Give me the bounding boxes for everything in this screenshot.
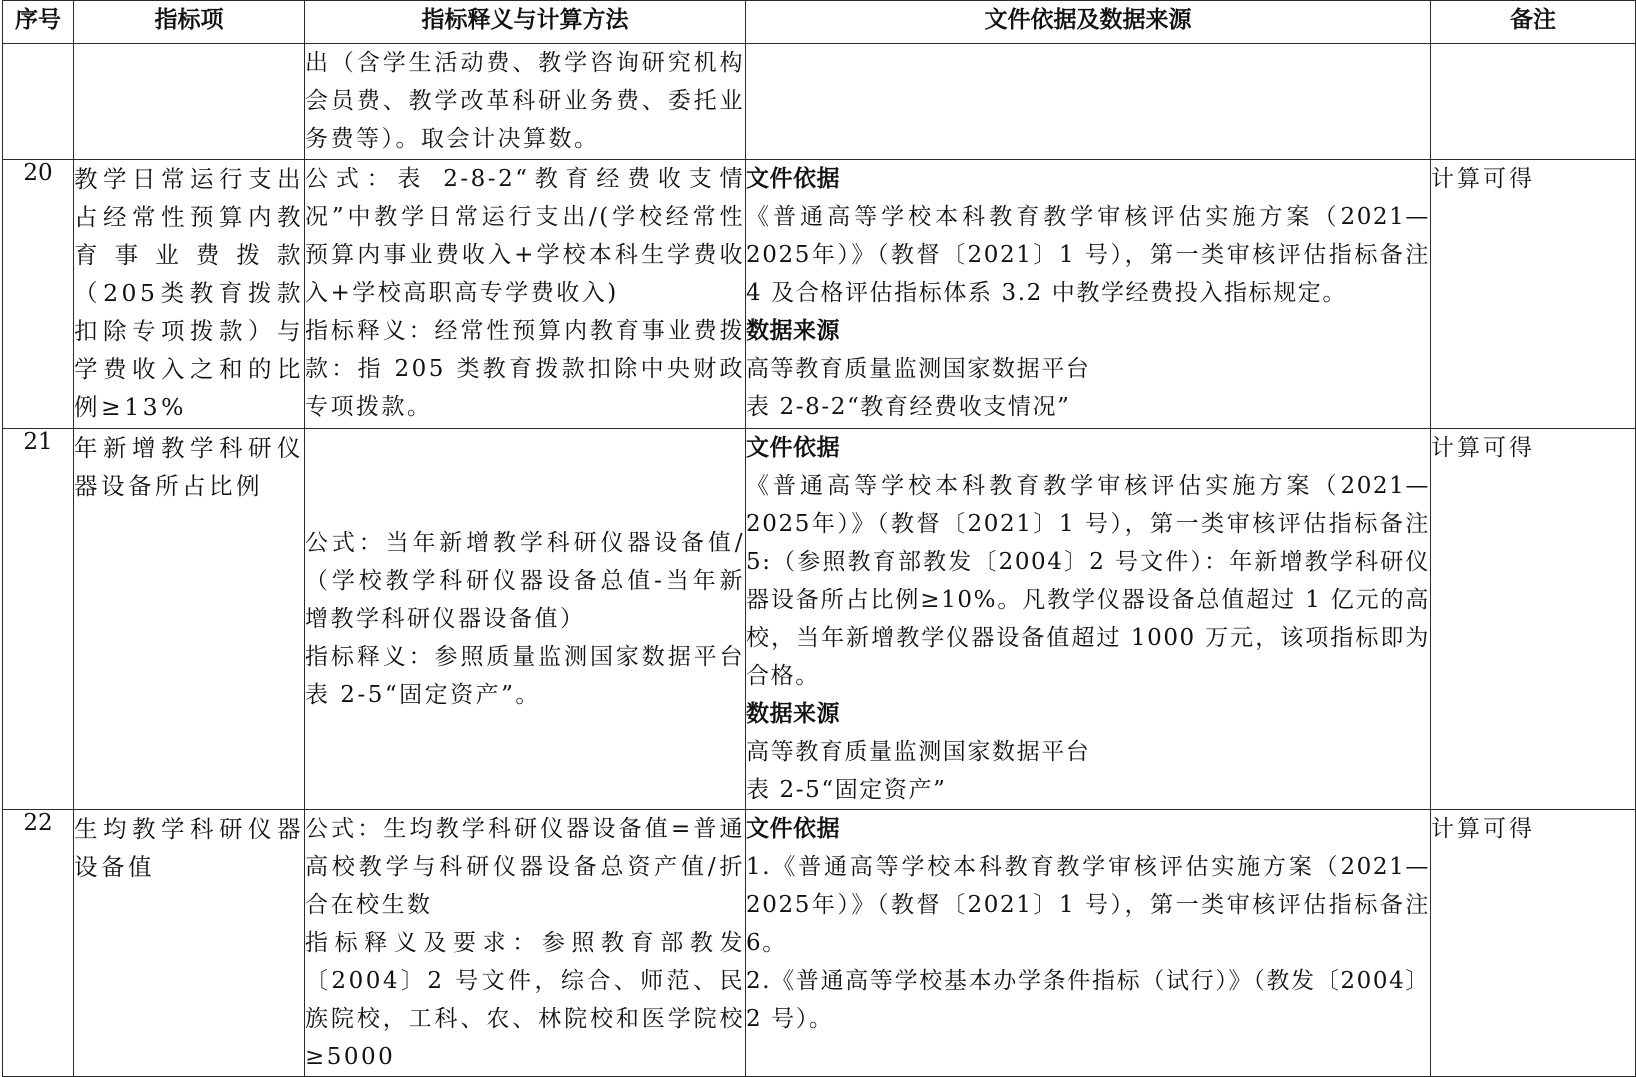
cell-note (1431, 44, 1636, 160)
method-formula: 公式：生均教学科研仪器设备值=普通高校教学与科研仪器设备总资产值/折合在校生数 (305, 816, 745, 918)
cell-note: 计算可得 (1431, 160, 1636, 429)
cell-method (305, 44, 746, 160)
basis-heading: 文件依据 (746, 166, 840, 192)
cell-serial: 22 (3, 810, 74, 1077)
method-definition: 指标释义及要求：参照教育部教发〔2004〕2 号文件，综合、师范、民族院校，工科、农、林院校和医学院校≥5000 (305, 930, 745, 1070)
method-definition: 指标释义：经常性预算内教育事业费拨款：指 205 类教育拨款扣除中央财政专项拨款。 (305, 318, 745, 420)
method-formula: 公式：表 2-8-2“教育经费收支情况”中教学日常运行支出/(学校经常性预算内事业费收入+学校本科生学费收入+学校高职高专学费收入) (305, 166, 745, 306)
basis-heading: 文件依据 (746, 435, 840, 461)
header-source: 文件依据及数据来源 (746, 1, 1431, 44)
cell-source (746, 429, 1431, 810)
cell-serial: 21 (3, 429, 74, 810)
cell-serial: 20 (3, 160, 74, 429)
method-text: 出（含学生活动费、教学咨询研究机构会员费、教学改革科研业务费、委托业务费等）。取会计决算数。 (305, 50, 745, 152)
indicator-table (2, 0, 1636, 1077)
table-row-continuation (3, 44, 1636, 160)
data-source-line: 高等教育质量监测国家数据平台 (746, 356, 1091, 382)
cell-indicator (74, 44, 305, 160)
basis-text: 《普通高等学校本科教育教学审核评估实施方案（2021—2025年）》（教督〔2021〕1 号），第一类审核评估指标备注 4 及合格评估指标体系 3.2 中教学经费投入指标规定。 (746, 204, 1430, 306)
method-definition: 指标释义：参照质量监测国家数据平台表 2-5“固定资产”。 (305, 644, 745, 708)
data-source-line: 高等教育质量监测国家数据平台 (746, 739, 1091, 765)
cell-source (746, 44, 1431, 160)
cell-source (746, 810, 1431, 1077)
header-indicator: 指标项 (74, 1, 305, 44)
table-row (3, 810, 1636, 1077)
cell-serial (3, 44, 74, 160)
header-method: 指标释义与计算方法 (305, 1, 746, 44)
data-source-heading: 数据来源 (746, 701, 840, 727)
table-row (3, 160, 1636, 429)
header-note: 备注 (1431, 1, 1636, 44)
cell-method (305, 810, 746, 1077)
method-formula: 公式：当年新增教学科研仪器设备值/（学校教学科研仪器设备总值-当年新增教学科研仪器设备值） (305, 530, 745, 632)
data-source-line: 表 2-8-2“教育经费收支情况” (746, 394, 1071, 420)
table-row (3, 429, 1636, 810)
basis-heading: 文件依据 (746, 816, 840, 842)
header-serial: 序号 (3, 1, 74, 44)
basis-line: 2.《普通高等学校基本办学条件指标（试行）》（教发〔2004〕2 号）。 (746, 968, 1430, 1032)
basis-text: 《普通高等学校本科教育教学审核评估实施方案（2021—2025年）》（教督〔2021〕1 号），第一类审核评估指标备注 5:（参照教育部教发〔2004〕2 号文件）：年新增教学科研仪器设备所占比例≥10%。凡教学仪器设备总值超过 1 亿元的高校，当年新增教学仪器设备值超过 1000 万元，该项指标即为合格。 (746, 473, 1430, 689)
cell-indicator: 年新增教学科研仪器设备所占比例 (74, 429, 305, 810)
cell-method (305, 160, 746, 429)
cell-source (746, 160, 1431, 429)
cell-note: 计算可得 (1431, 810, 1636, 1077)
cell-note: 计算可得 (1431, 429, 1636, 810)
basis-line: 1.《普通高等学校本科教育教学审核评估实施方案（2021—2025年）》（教督〔2021〕1 号），第一类审核评估指标备注 6。 (746, 854, 1430, 956)
cell-method (305, 429, 746, 810)
data-source-heading: 数据来源 (746, 318, 840, 344)
cell-indicator: 教学日常运行支出占经常性预算内教育事业费拨款（205类教育拨款扣除专项拨款）与学费收入之和的比例≥13% (74, 160, 305, 429)
data-source-line: 表 2-5“固定资产” (746, 777, 947, 803)
cell-indicator: 生均教学科研仪器设备值 (74, 810, 305, 1077)
header-row (3, 1, 1636, 44)
